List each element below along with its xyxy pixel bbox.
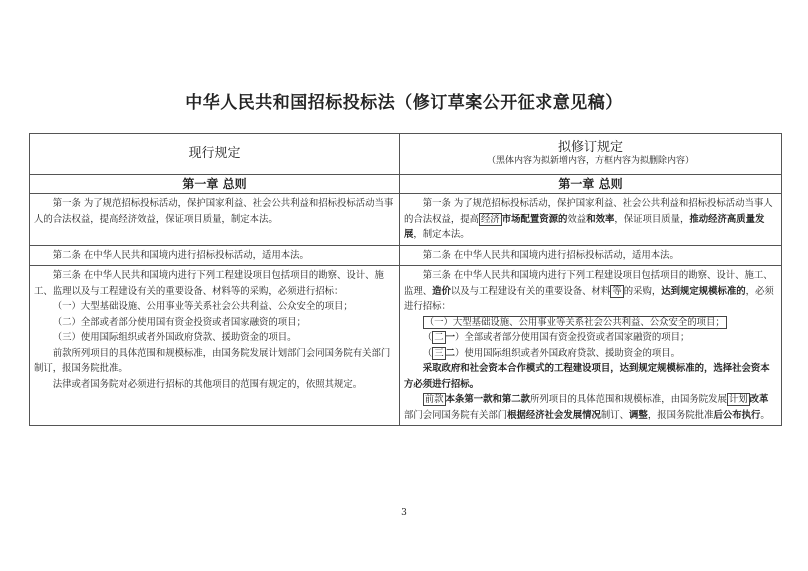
r-a1-4: ，制定本法。 [413, 229, 470, 240]
chapter-row [30, 175, 782, 194]
left-para-2: 前款所列项目的具体范围和规模标准，由国务院发展计划部门会同国务院有关部门制订，报国务院批准。 [34, 347, 391, 374]
left-item-1: （一）大型基础设施、公用事业等关系社会公共利益、公众安全的项目； [52, 301, 353, 312]
r-i3-pre: （ [422, 347, 433, 359]
article-3-row [30, 266, 782, 426]
r-a1-2: 效益 [567, 213, 587, 225]
article-1-row [30, 194, 782, 246]
header-proposed [400, 134, 782, 175]
r-p2-3: 制订、 [600, 409, 630, 421]
left-article-1-text: 第一条 为了规范招标投标活动，保护国家利益、社会公共利益和招标投标活动当事人的合法权益，提高经济效益，保证项目质量，制定本法。 [34, 198, 394, 225]
deleted-text: （一）大型基础设施、公用事业等关系社会公共利益、公众安全的项目； [424, 316, 725, 328]
header-proposed-note: （黑体内容为拟新增内容，方框内容为拟删除内容） [486, 156, 694, 167]
left-article-3-text: 第三条 在中华人民共和国境内进行下列工程建设项目包括项目的勘察、设计、施工、监理以及与工程建设有关的重要设备、材料等的采购，必须进行招标： [34, 270, 384, 297]
added-text: 达到规定规模标准的 [661, 285, 746, 297]
r-a3-4: ，必须进行招标： [404, 285, 774, 312]
right-article-2-text: 第二条 在中华人民共和国境内进行招标投标活动，适用本法。 [422, 249, 679, 261]
r-i3-rest: ）使用国际组织或者外国政府贷款、援助资金的项目。 [454, 347, 680, 359]
left-article-2 [30, 245, 400, 266]
article-2-row [30, 245, 782, 266]
r-a3-3: 的采购， [623, 285, 662, 297]
r-a1-1: 第一条 为了规范招标投标活动，保护国家利益、社会公共利益和招标投标活动当事人的合法权益，提高 [404, 198, 773, 225]
right-article-2 [400, 245, 782, 266]
comparison-table [29, 133, 782, 426]
r-a3-1: 第三条 在中华人民共和国境内进行下列工程建设项目包括项目的勘察、设计、施工、监理、 [404, 270, 773, 297]
right-para-2 [404, 392, 777, 423]
added-text: 二 [445, 347, 455, 359]
r-p2-1: 所列项目的具体范围和规模标准，由国务院发展 [529, 394, 727, 405]
header-current-label: 现行规定 [188, 145, 241, 161]
header-proposed-label: 拟修订规定 [557, 139, 623, 155]
deleted-text: 计划 [728, 394, 748, 405]
left-item-3: （三）使用国际组织或者外国政府贷款、援助资金的项目。 [52, 332, 297, 343]
right-article-1-text [404, 196, 777, 243]
page-number: 3 [401, 508, 407, 518]
added-text: 推动经济高质量发展 [404, 213, 765, 240]
document-title: 中华人民共和国招标投标法（修订草案公开征求意见稿） [185, 93, 623, 113]
chapter-left: 第一章 总则 [30, 175, 400, 194]
deleted-text: 三 [434, 347, 444, 359]
deleted-text: 二 [434, 332, 444, 343]
added-text: 后公布执行 [713, 409, 761, 421]
right-item-3 [404, 346, 777, 362]
added-text: 改革 [749, 394, 769, 405]
right-article-3 [400, 266, 782, 426]
added-text: 和效率 [586, 213, 615, 225]
r-p2-5: 。 [760, 409, 770, 421]
right-new-paragraph: 采取政府和社会资本合作模式的工程建设项目，达到规定规模标准的，选择社会资本方必须进行招标。 [404, 363, 770, 390]
left-article-2-text: 第二条 在中华人民共和国境内进行招标投标活动，适用本法。 [52, 249, 309, 261]
left-para-3: 法律或者国务院对必须进行招标的其他项目的范围有规定的，依照其规定。 [52, 378, 363, 390]
left-article-3 [30, 266, 400, 426]
added-text: 造价 [432, 285, 451, 297]
added-text: 一 [445, 332, 455, 343]
right-item-1 [404, 315, 777, 331]
deleted-text: 等 [612, 285, 622, 297]
r-a1-3: ，保证项目质量， [614, 213, 690, 225]
added-text: 根据经济社会发展情况 [507, 409, 601, 421]
deleted-text: 经济 [481, 213, 500, 225]
right-article-3-text [404, 268, 777, 315]
header-row [30, 134, 782, 175]
r-p2-2: 部门会同国务院有关部门 [404, 409, 508, 421]
r-i2-rest: ）全部或者部分使用国有资金投资或者国家融资的项目； [454, 332, 690, 343]
r-a3-2: 以及与工程建设有关的重要设备、材料 [450, 285, 611, 297]
left-article-1 [30, 194, 400, 246]
added-text: 调整 [629, 409, 648, 421]
deleted-text: 前款 [424, 394, 444, 405]
right-article-1 [400, 194, 782, 246]
added-text: 本条第一款和第二款 [445, 394, 530, 405]
left-item-2: （二）全部或者部分使用国有资金投资或者国家融资的项目； [52, 316, 306, 328]
header-current [30, 134, 400, 175]
r-i2-pre: （ [422, 332, 433, 343]
right-item-2 [404, 330, 777, 346]
r-p2-4: ，报国务院批准 [647, 409, 714, 421]
chapter-right: 第一章 总则 [400, 175, 782, 194]
added-text: 市场配置资源的 [501, 213, 568, 225]
